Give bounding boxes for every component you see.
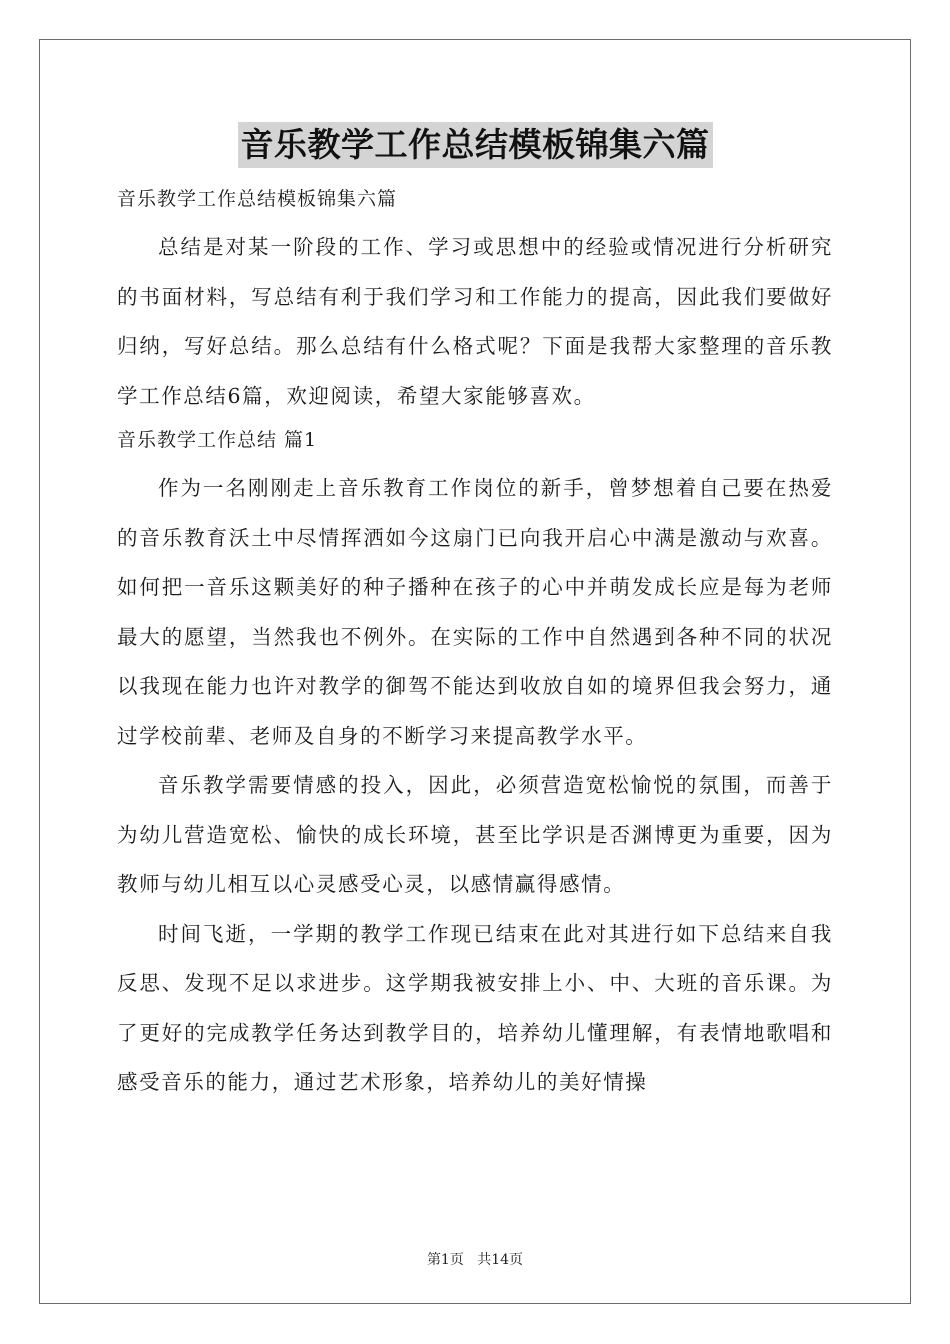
page-footer <box>0 1249 950 1269</box>
intro-paragraph: 总结是对某一阶段的工作、学习或思想中的经验或情况进行分析研究的书面材料，写总结有利于我们学习和工作能力的提高，因此我们要做好归纳，写好总结。那么总结有什么格式呢？下面是我帮大家整理的音乐教学工作总结6篇，欢迎阅读，希望大家能够喜欢。 <box>117 235 833 408</box>
title-area <box>0 122 950 168</box>
document-subtitle: 音乐教学工作总结模板锦集六篇 <box>117 188 398 210</box>
section-heading: 音乐教学工作总结 篇1 <box>117 429 318 451</box>
document-body <box>117 180 833 1108</box>
body-paragraph: 音乐教学需要情感的投入，因此，必须营造宽松愉悦的氛围，而善于为幼儿营造宽松、愉快的成长环境，甚至比学识是否渊博更为重要，因为教师与幼儿相互以心灵感受心灵，以感情赢得感情。 <box>117 773 833 896</box>
page-number: 第1页 <box>426 1252 464 1268</box>
body-paragraph: 时间飞逝，一学期的教学工作现已结束在此对其进行如下总结来自我反思、发现不足以求进步。这学期我被安排上小、中、大班的音乐课。为了更好的完成教学任务达到教学目的，培养幼儿懂理解，有表情地歌唱和感受音乐的能力，通过艺术形象，培养幼儿的美好情操 <box>117 921 833 1094</box>
page-total: 共14页 <box>477 1252 524 1268</box>
document-title: 音乐教学工作总结模板锦集六篇 <box>238 122 713 168</box>
body-paragraph: 作为一名刚刚走上音乐教育工作岗位的新手，曾梦想着自己要在热爱的音乐教育沃土中尽情挥洒如今这扇门已向我开启心中满是激动与欢喜。如何把一音乐这颗美好的种子播种在孩子的心中并萌发成长应是每为老师最大的愿望，当然我也不例外。在实际的工作中自然遇到各种不同的状况以我现在能力也许对教学的御驾不能达到收放自如的境界但我会努力，通过学校前辈、老师及自身的不断学习来提高教学水平。 <box>117 476 833 748</box>
